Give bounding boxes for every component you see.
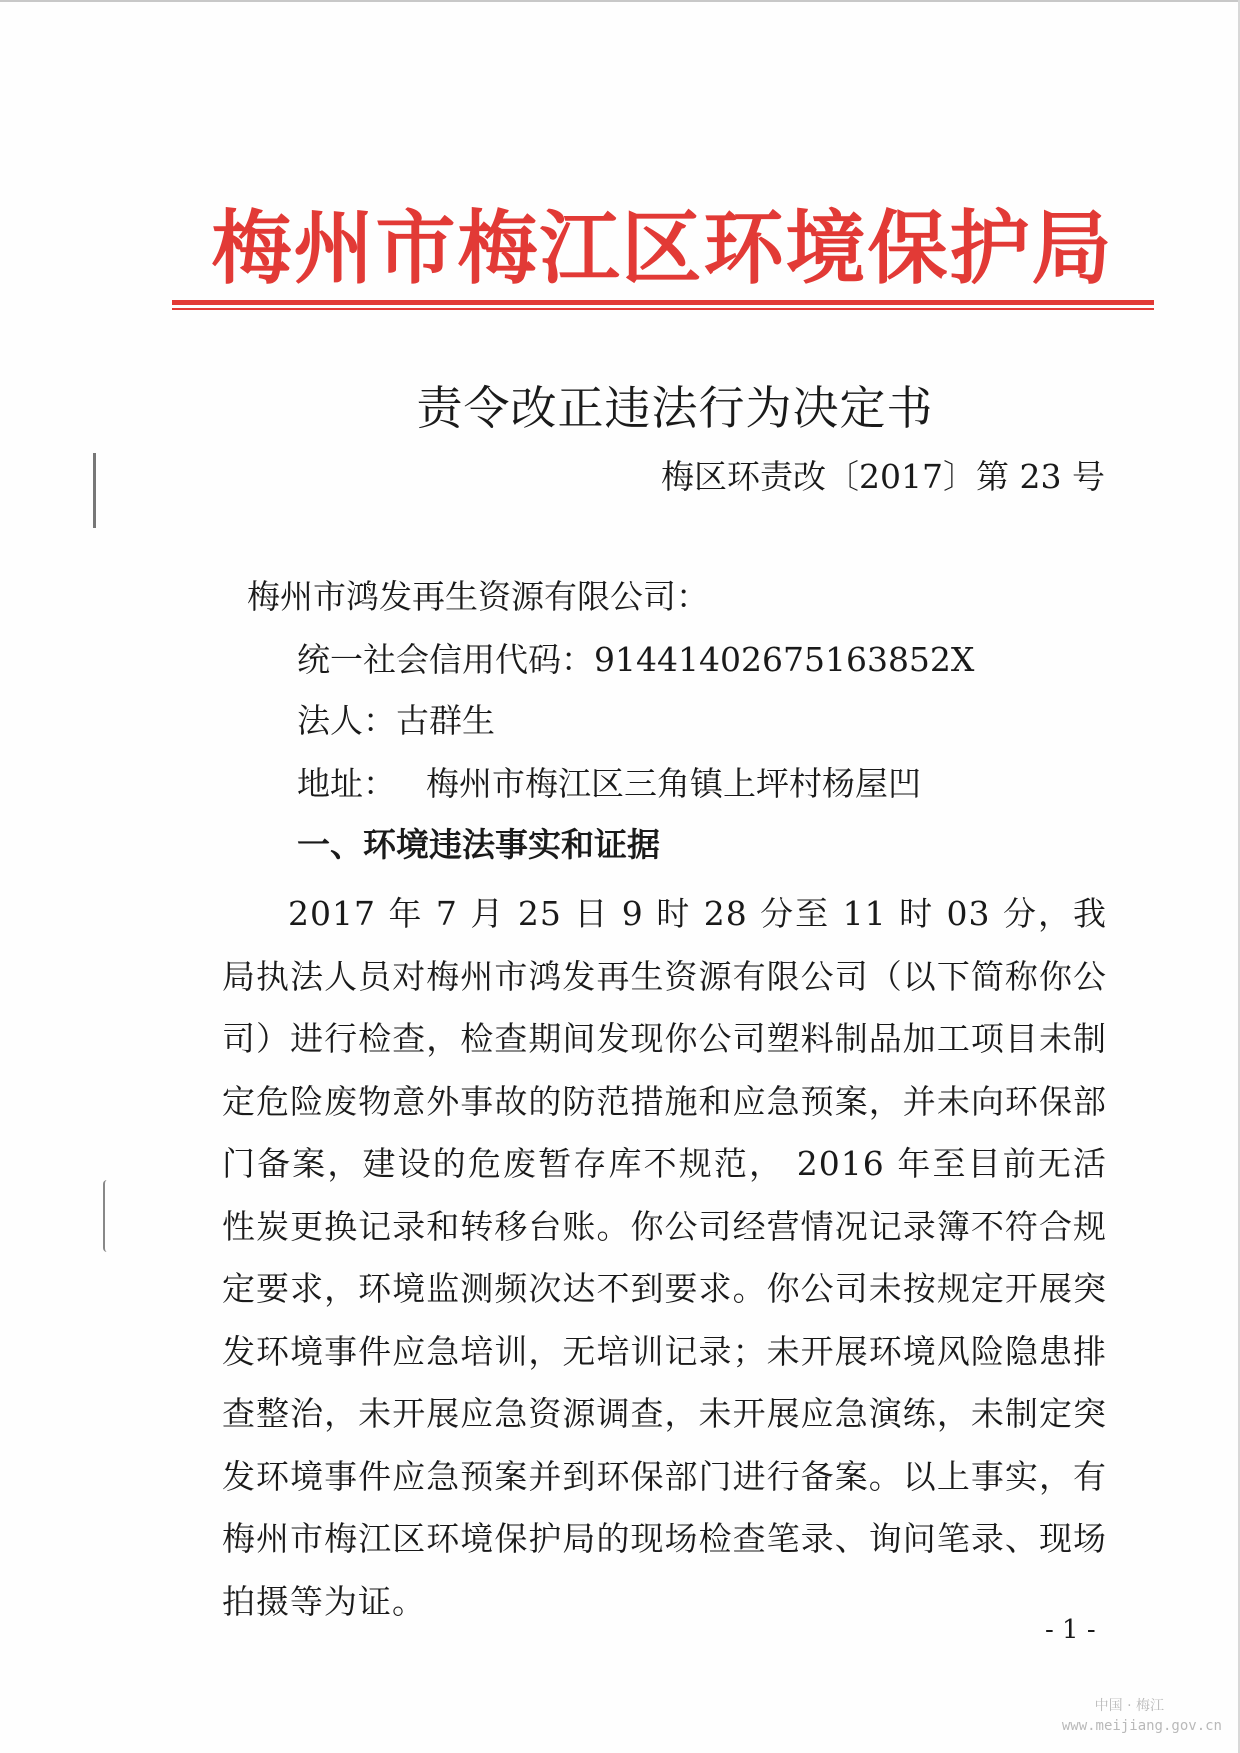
address-line xyxy=(297,760,921,808)
address-value: 梅州市梅江区三角镇上坪村杨屋凹 xyxy=(426,764,921,803)
staple-mark xyxy=(93,453,96,528)
credit-code-label: 统一社会信用代码： xyxy=(297,640,594,679)
credit-code-value: 91441402675163852X xyxy=(594,640,975,679)
section-body-paragraph: 2017 年 7 月 25 日 9 时 28 分至 11 时 03 分，我局执法人员对梅州市鸿发再生资源有限公司（以下简称你公司）进行检查，检查期间发现你公司塑料制品加工项目未制定危险废物意外事故的防范措施和应急预案，并未向环保部门备案，建设的危废暂存库不规范， 2016 年至目前无活性炭更换记录和转移台账。你公司经营情况记录簿不符合规定要求，环境监测频次达不到要求。你公司未按规定开展突发环境事件应急培训，无培训记录；未开展环境风险隐患排查整治，未开展应急资源调查，未开展应急演练，未制定突发环境事件应急预案并到环保部门进行备案。以上事实，有梅州市梅江区环境保护局的现场检查笔录、询问笔录、现场拍摄等为证。 xyxy=(222,894,1107,1621)
document-number: 梅区环责改〔2017〕第 23 号 xyxy=(661,457,1105,496)
legal-person-value: 古群生 xyxy=(396,701,495,740)
document-title: 责令改正违法行为决定书 xyxy=(416,381,934,435)
staple-mark xyxy=(103,1180,111,1252)
watermark xyxy=(1062,1696,1222,1736)
letterhead-red-rule xyxy=(172,300,1154,305)
address-label: 地址： xyxy=(297,764,396,803)
letterhead-red-rule-thin xyxy=(172,308,1154,310)
scan-edge-top xyxy=(0,0,1240,2)
legal-person-label: 法人： xyxy=(297,701,396,740)
credit-code-line xyxy=(297,636,974,684)
letterhead-org-name: 梅州市梅江区环境保护局 xyxy=(211,201,1114,295)
legal-person-line xyxy=(297,697,495,745)
watermark-url: www.meijiang.gov.cn xyxy=(1061,1718,1222,1734)
watermark-site: 中国 · 梅江 xyxy=(1094,1698,1164,1714)
page-number: - 1 - xyxy=(1045,1615,1096,1645)
section-heading: 一、环境违法事实和证据 xyxy=(297,825,660,864)
recipient-company: 梅州市鸿发再生资源有限公司： xyxy=(247,577,709,616)
